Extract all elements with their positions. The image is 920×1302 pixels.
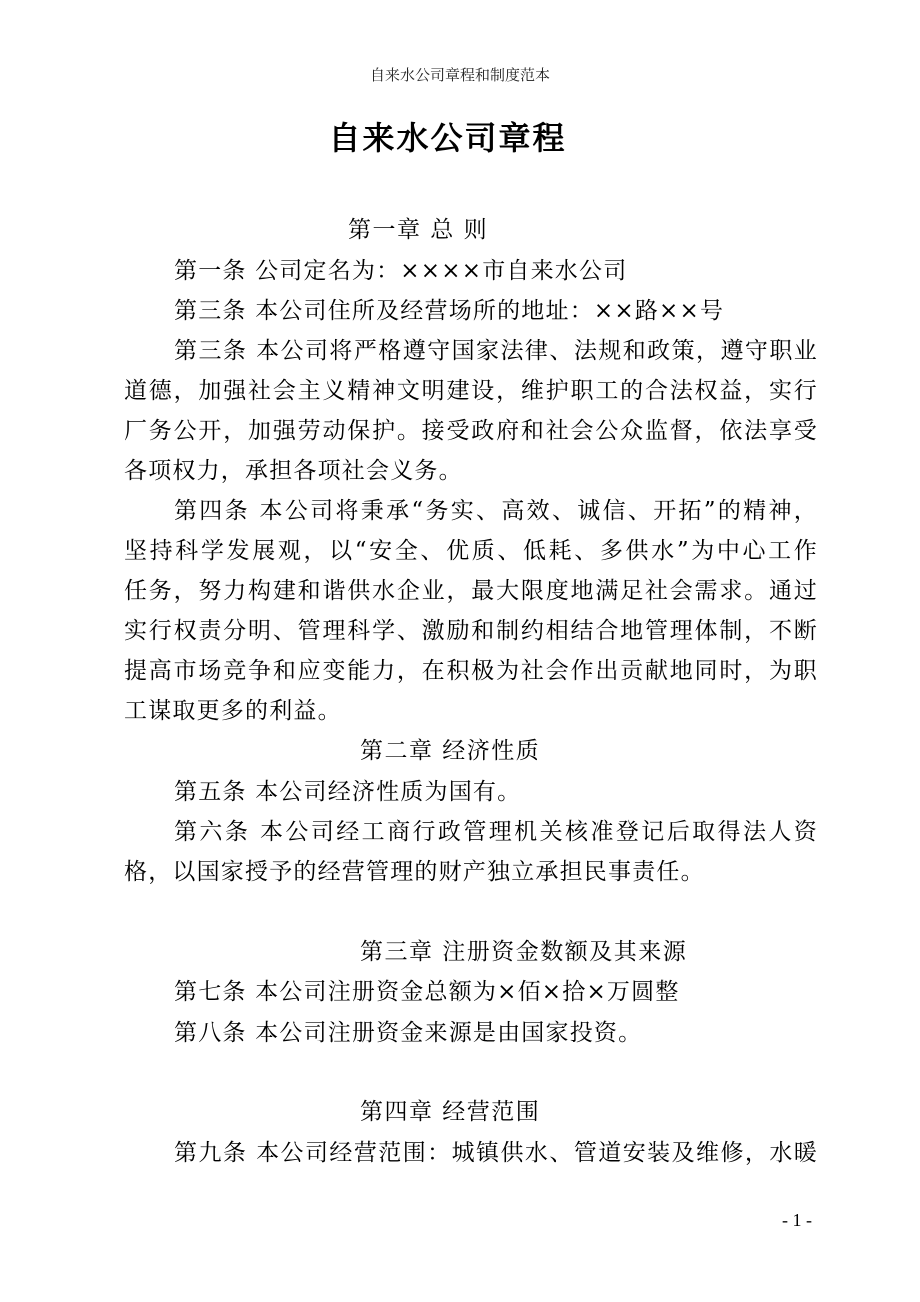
article-line: 各项权力，承担各项社会义务。 xyxy=(124,458,463,484)
article-line: 第九条 本公司经营范围：城镇供水、管道安装及维修，水暖 xyxy=(174,1140,818,1166)
article-line: 第一条 公司定名为：××××市自来水公司 xyxy=(174,258,628,284)
article-line: 提高市场竞争和应变能力，在积极为社会作出贡献地同时，为职 xyxy=(124,658,818,684)
article-line: 实行权责分明、管理科学、激励和制约相结合地管理体制，不断 xyxy=(124,618,818,644)
article-line: 第三条 本公司住所及经营场所的地址：××路××号 xyxy=(174,298,725,324)
article-line: 任务，努力构建和谐供水企业，最大限度地满足社会需求。通过 xyxy=(124,578,818,604)
article-line: 第六条 本公司经工商行政管理机关核准登记后取得法人资 xyxy=(174,819,818,845)
chapter-heading: 第四章 经营范围 xyxy=(360,1099,541,1125)
article-line: 工谋取更多的利益。 xyxy=(124,698,342,724)
article-line: 第五条 本公司经济性质为国有。 xyxy=(174,779,522,805)
article-line: 第七条 本公司注册资金总额为×佰×拾×万圆整 xyxy=(174,979,680,1005)
article-line: 格，以国家授予的经营管理的财产独立承担民事责任。 xyxy=(124,859,705,885)
article-line: 第四条 本公司将秉承“务实、高效、诚信、开拓”的精神， xyxy=(174,498,818,524)
article-line: 厂务公开，加强劳动保护。接受政府和社会公众监督，依法享受 xyxy=(124,418,818,444)
chapter-heading: 第三章 注册资金数额及其来源 xyxy=(360,939,688,965)
article-line: 第三条 本公司将严格遵守国家法律、法规和政策，遵守职业 xyxy=(174,338,818,364)
page-number: - 1 - xyxy=(782,1210,812,1230)
document-title: 自来水公司章程 xyxy=(328,119,567,157)
article-line: 道德，加强社会主义精神文明建设，维护职工的合法权益，实行 xyxy=(124,378,818,404)
article-line: 坚持科学发展观，以“安全、优质、低耗、多供水”为中心工作 xyxy=(124,538,818,564)
article-line: 第八条 本公司注册资金来源是由国家投资。 xyxy=(174,1020,643,1046)
chapter-heading: 第二章 经济性质 xyxy=(360,738,541,764)
running-header: 自来水公司章程和制度范本 xyxy=(369,66,550,84)
chapter-heading: 第一章 总 则 xyxy=(348,217,489,243)
